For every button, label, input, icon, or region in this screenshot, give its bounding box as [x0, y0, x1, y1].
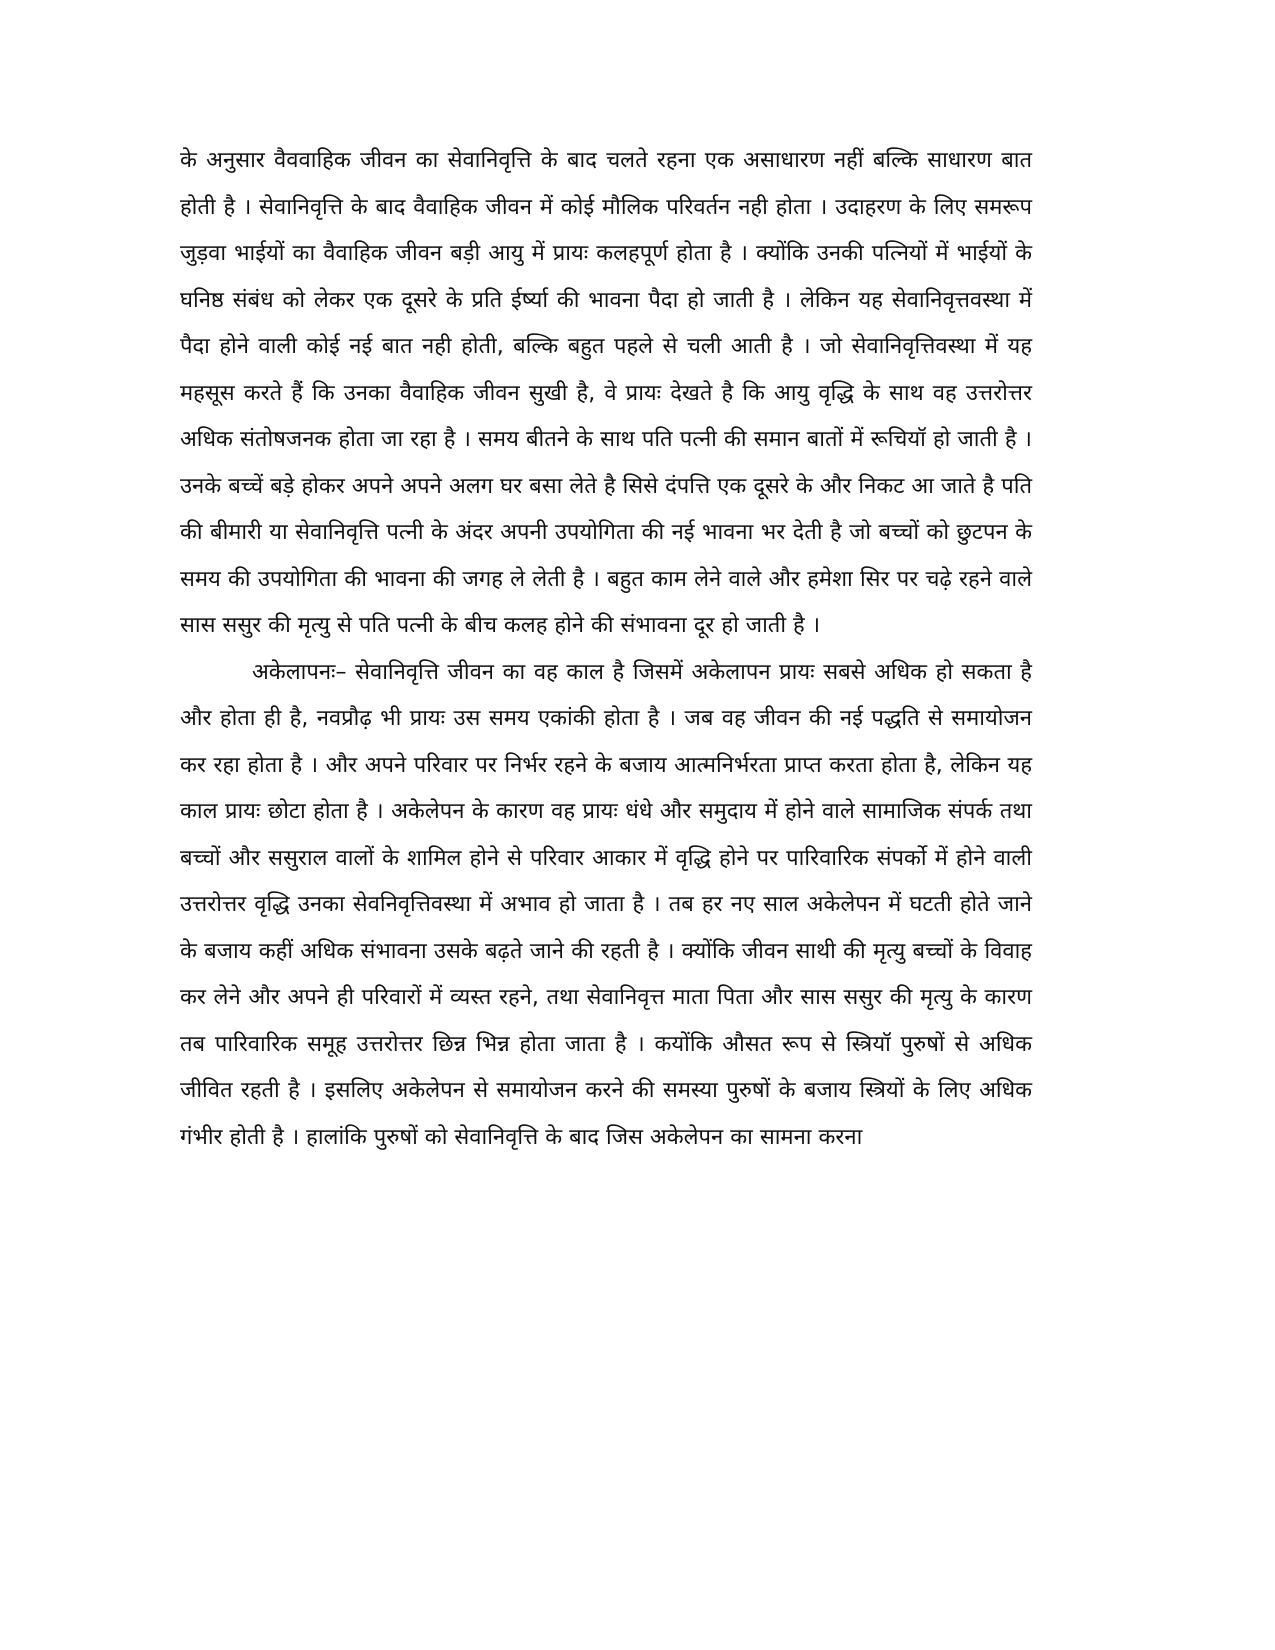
paragraph-marital-life: के अनुसार वैववाहिक जीवन का सेवानिवृत्ति के बाद चलते रहना एक असाधारण नहीं बल्कि साधारण बात होती है । सेवानिवृत्ति के बाद वैवाहिक जीवन में कोई मौलिक परिवर्तन नही होता । उदाहरण के लिए समरूप जुड़वा भाईयों का वैवाहिक जीवन बड़ी आयु में प्रायः कलहपूर्ण होता है । क्योंकि उनकी पत्नियों में भाईयों के घनिष्ठ संबंध को लेकर एक दूसरे के प्रति ईर्ष्या की भावना पैदा हो जाती है । लेकिन यह सेवानिवृत्तवस्था में पैदा होने वाली कोई नई बात नही होती, बल्कि बहुत पहले से चली आती है । जो सेवानिवृत्तिवस्था में यह महसूस करते हैं कि उनका वैवाहिक जीवन सुखी है, वे प्रायः देखते है कि आयु वृद्धि के साथ वह उत्तरोत्तर अधिक संतोषजनक होता जा रहा है । समय बीतने के साथ पति पत्नी की समान बातों में रूचियॉ हो जाती है । उनके बच्चें बड़े होकर अपने अपने अलग घर बसा लेते है सिसे दंपत्ति एक दूसरे के और निकट आ जाते है पति की बीमारी या सेवानिवृत्ति पत्नी के अंदर अपनी उपयोगिता की नई भावना भर देती है जो बच्चों को छुटपन के समय की उपयोगिता की भावना की जगह ले लेती है । बहुत काम लेने वाले और हमेशा सिर पर चढ़े रहने वाले सास ससुर की मृत्यु से पति पत्नी के बीच कलह होने की संभावना दूर हो जाती है । [180, 148, 1032, 638]
document-page [180, 138, 1032, 1161]
paragraph-loneliness: अकेलापनः– सेवानिवृत्ति जीवन का वह काल है जिसमें अकेलापन प्रायः सबसे अधिक हो सकता है और होता ही है, नवप्रौढ़ भी प्रायः उस समय एकांकी होता है । जब वह जीवन की नई पद्धति से समायोजन कर रहा होता है । और अपने परिवार पर निर्भर रहने के बजाय आत्मनिर्भरता प्राप्त करता होता है, लेकिन यह काल प्रायः छोटा होता है । अकेलेपन के कारण वह प्रायः धंधे और समुदाय में होने वाले सामाजिक संपर्क तथा बच्चों और ससुराल वालों के शामिल होने से परिवार आकार में वृद्धि होने पर पारिवारिक संपर्को में होने वाली उत्तरोत्तर वृद्धि उनका सेवनिवृत्तिवस्था में अभाव हो जाता है । तब हर नए साल अकेलेपन में घटती होते जाने के बजाय कहीं अधिक संभावना उसके बढ़ते जाने की रहती है । क्योंकि जीवन साथी की मृत्यु बच्चों के विवाह कर लेने और अपने ही परिवारों में व्यस्त रहने, तथा सेवानिवृत्त माता पिता और सास ससुर की मृत्यु के कारण तब पारिवारिक समूह उत्तरोत्तर छिन्न भिन्न होता जाता है । कयोंकि औसत रूप से स्त्रियॉ पुरुषों से अधिक जीवित रहती है । इसलिए अकेलेपन से समायोजन करने की समस्या पुरुषों के बजाय स्त्रियों के लिए अधिक गंभीर होती है । हालांकि पुरुषों को सेवानिवृत्ति के बाद जिस अकेलेपन का सामना करना [180, 659, 1032, 1150]
